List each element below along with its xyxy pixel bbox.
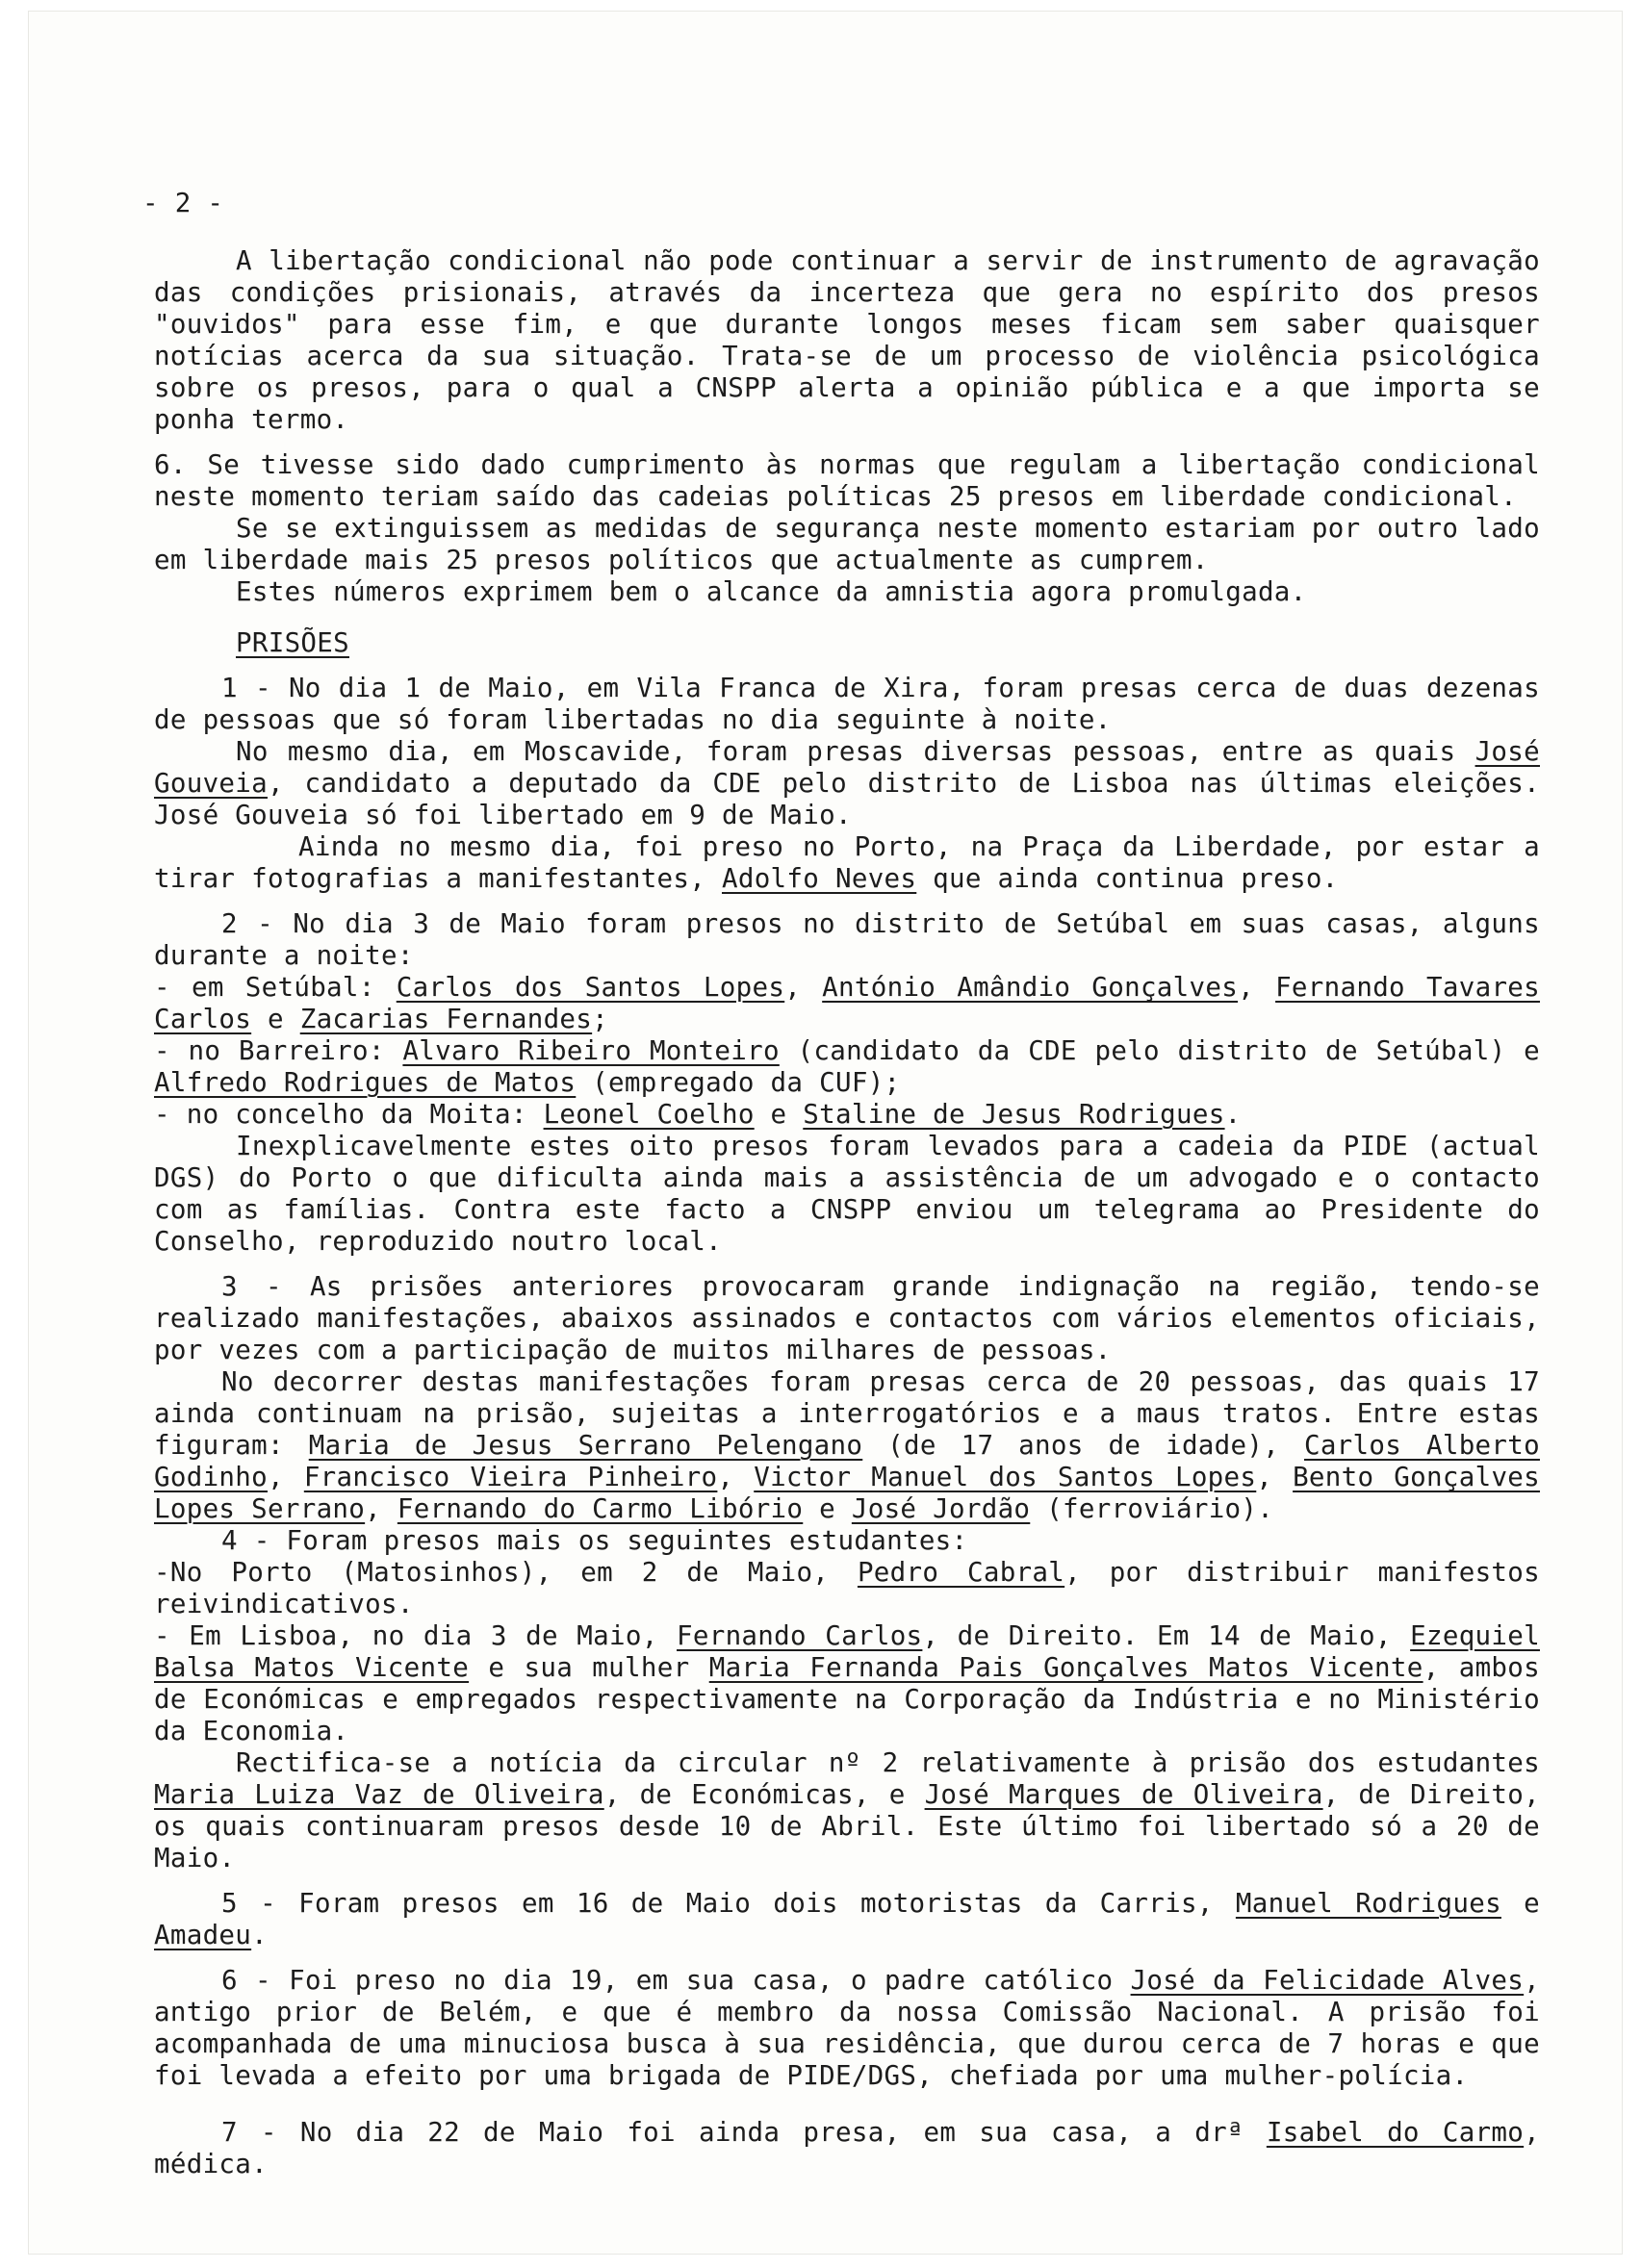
person-name: Fernando Tavares Carlos	[154, 972, 1541, 1034]
person-name: Ezequiel Balsa Matos Vicente	[154, 1620, 1540, 1683]
paragraph-item-6: 6. Se tivesse sido dado cumprimento às normas que regulam a libertação condicional neste momento teriam saído das cadeias políticas 25 presos em liberdade condicional.	[154, 449, 1540, 512]
person-name: Zacarias Fernandes	[299, 1004, 593, 1034]
person-name: Pedro Cabral	[857, 1557, 1065, 1588]
item-2-transfer: Inexplicavelmente estes oito presos foram levados para a cadeia da PIDE (actual DGS) do Porto o que dificulta ainda mais a assistência de um advogado e o contacto com as famílias. Contra este facto a CNSPP enviou um telegrama ao Presidente do Conselho, reproduzido noutro local.	[154, 1131, 1540, 1257]
item-2-setubal: - em Setúbal: Carlos dos Santos Lopes, António Amândio Gonçalves, Fernando Tavares Carlos e Zacarias Fernandes;	[154, 972, 1541, 1034]
person-name: Alvaro Ribeiro Monteiro	[402, 1035, 780, 1066]
item-7-doctor: 7 - No dia 22 de Maio foi ainda presa, em sua casa, a drª Isabel do Carmo, médica.	[154, 2117, 1540, 2179]
person-name: Maria Luiza Vaz de Oliveira	[154, 1779, 604, 1810]
person-name: José da Felicidade Alves	[1130, 1965, 1525, 1996]
person-name: Fernando do Carmo Libório	[397, 1493, 804, 1524]
person-name: Manuel Rodrigues	[1235, 1888, 1501, 1919]
paragraph-conditional-release: A libertação condicional não pode continuar a servir de instrumento de agravação das condições prisionais, através da incerteza que gera no espírito dos presos "ouvidos" para esse fim, e que durante longos meses ficam sem saber quaisquer notícias acerca da sua situação. Trata-se de um processo de violência psicológica sobre os presos, para o qual a CNSPP alerta a opinião pública e a que importa se ponha termo.	[154, 245, 1540, 435]
item-4-lisboa: - Em Lisboa, no dia 3 de Maio, Fernando Carlos, de Direito. Em 14 de Maio, Ezequiel Balsa Matos Vicente e sua mulher Maria Fernanda Pais Gonçalves Matos Vicente, ambos de Económicas e empregados respectivamente na Corporação da Indústria e no Ministério da Economia.	[154, 1620, 1540, 1746]
item-2-intro: 2 - No dia 3 de Maio foram presos no distrito de Setúbal em suas casas, alguns durante a noite:	[154, 908, 1540, 971]
person-name: Maria de Jesus Serrano Pelengano	[308, 1430, 863, 1461]
item-2-moita: - no concelho da Moita: Leonel Coelho e Staline de Jesus Rodrigues.	[154, 1099, 1242, 1130]
item-2-barreiro: - no Barreiro: Alvaro Ribeiro Monteiro (candidato da CDE pelo distrito de Setúbal) e Alfredo Rodrigues de Matos (empregado da CUF);	[154, 1035, 1540, 1098]
person-name: José Gouveia	[154, 736, 1540, 799]
person-name: Francisco Vieira Pinheiro	[303, 1462, 718, 1492]
person-name: José Jordão	[851, 1493, 1031, 1524]
person-name: Maria Fernanda Pais Gonçalves Matos Vicente	[708, 1652, 1423, 1683]
item-3-detainees: No decorrer destas manifestações foram presas cerca de 20 pessoas, das quais 17 ainda continuam na prisão, sujeitas a interrogatórios e a maus tratos. Entre estas figuram: Maria de Jesus Serrano Pelengano (de 17 anos de idade), Carlos Alberto Godinho, Francisco Vieira Pinheiro, Victor Manuel dos Santos Lopes, Bento Gonçalves Lopes Serrano, Fernando do Carmo Libório e José Jordão (ferroviário).	[154, 1366, 1541, 1524]
item-1-porto: Ainda no mesmo dia, foi preso no Porto, na Praça da Liberdade, por estar a tirar fotografias a manifestantes, Adolfo Neves que ainda continua preso.	[154, 831, 1540, 894]
person-name: Carlos dos Santos Lopes	[396, 972, 785, 1003]
person-name: Bento Gonçalves Lopes Serrano	[154, 1462, 1541, 1524]
page-number: - 2 -	[142, 188, 224, 218]
item-4-intro: 4 - Foram presos mais os seguintes estudantes:	[221, 1525, 968, 1556]
item-1-moscavide: No mesmo dia, em Moscavide, foram presas diversas pessoas, entre as quais José Gouveia, candidato a deputado da CDE pelo distrito de Lisboa nas últimas eleições. José Gouveia só foi libertado em 9 de Maio.	[154, 736, 1540, 830]
person-name: José Marques de Oliveira	[924, 1779, 1323, 1810]
person-name: Isabel do Carmo	[1266, 2117, 1525, 2148]
item-1-vila-franca: 1 - No dia 1 de Maio, em Vila Franca de Xira, foram presas cerca de duas dezenas de pessoas que só foram libertadas no dia seguinte à noite.	[154, 673, 1540, 735]
person-name: António Amândio Gonçalves	[822, 972, 1239, 1003]
person-name: Amadeu	[154, 1920, 252, 1950]
item-4-porto: -No Porto (Matosinhos), em 2 de Maio, Pedro Cabral, por distribuir manifestos reivindicativos.	[154, 1557, 1541, 1619]
item-3-protests: 3 - As prisões anteriores provocaram grande indignação na região, tendo-se realizado manifestações, abaixos assinados e contactos com vários elementos oficiais, por vezes com a participação de muitos milhares de pessoas.	[154, 1271, 1540, 1365]
item-4-correction: Rectifica-se a notícia da circular nº 2 relativamente à prisão dos estudantes Maria Luiza Vaz de Oliveira, de Económicas, e José Marques de Oliveira, de Direito, os quais continuaram presos desde 10 de Abril. Este último foi libertado só a 20 de Maio.	[154, 1747, 1541, 1873]
person-name: Victor Manuel dos Santos Lopes	[754, 1462, 1257, 1492]
item-6-priest: 6 - Foi preso no dia 19, em sua casa, o padre católico José da Felicidade Alves, antigo prior de Belém, e que é membro da nossa Comissão Nacional. A prisão foi acompanhada de uma minuciosa busca à sua residência, que durou cerca de 7 horas e que foi levada a efeito por uma brigada de PIDE/DGS, chefiada por uma mulher-polícia.	[154, 1965, 1540, 2091]
section-heading: PRISÕES	[236, 627, 349, 658]
person-name: Leonel Coelho	[543, 1099, 755, 1130]
person-name: Carlos Alberto Godinho	[154, 1430, 1540, 1492]
paragraph-security-measures: Se se extinguissem as medidas de segurança neste momento estariam por outro lado em liberdade mais 25 presos políticos que actualmente as cumprem.	[154, 513, 1540, 575]
person-name: Adolfo Neves	[721, 863, 917, 894]
paragraph-amnesty-scope: Estes números exprimem bem o alcance da amnistia agora promulgada.	[236, 576, 1307, 607]
item-5-carris: 5 - Foram presos em 16 de Maio dois motoristas da Carris, Manuel Rodrigues e Amadeu.	[154, 1888, 1541, 1950]
person-name: Alfredo Rodrigues de Matos	[154, 1067, 577, 1098]
person-name: Staline de Jesus Rodrigues	[803, 1099, 1225, 1130]
person-name: Fernando Carlos	[677, 1620, 923, 1651]
typed-text	[142, 188, 1541, 2180]
